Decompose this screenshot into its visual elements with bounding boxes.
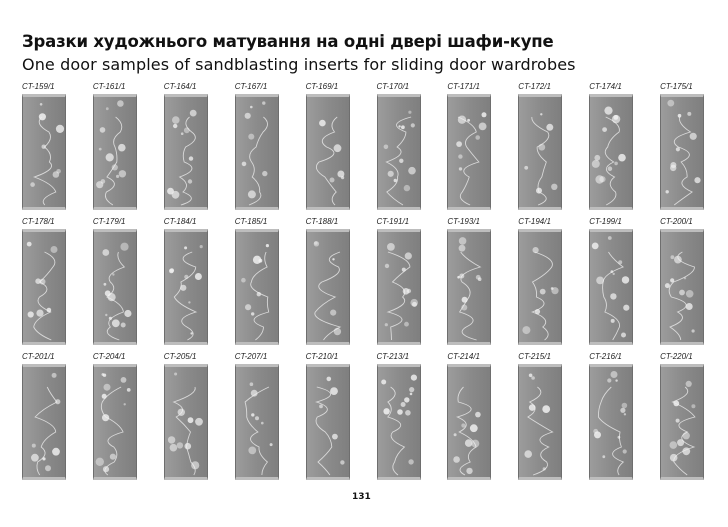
sample-card bbox=[22, 352, 72, 480]
sample-code-label: CT-204/1 bbox=[92, 352, 126, 361]
door-panel-image bbox=[164, 94, 208, 210]
door-panel-image bbox=[447, 229, 491, 345]
sandblast-pattern bbox=[236, 367, 278, 477]
sample-card bbox=[306, 217, 356, 345]
sandblast-pattern bbox=[661, 97, 703, 207]
sample-card bbox=[518, 82, 568, 210]
door-panel-image bbox=[93, 364, 137, 480]
sample-code-label: CT-188/1 bbox=[305, 217, 339, 226]
door-panel-image bbox=[93, 229, 137, 345]
sandblast-pattern bbox=[307, 367, 349, 477]
sample-card bbox=[377, 82, 427, 210]
samples-grid bbox=[22, 82, 712, 487]
sample-code-label: CT-169/1 bbox=[305, 82, 339, 91]
sample-code-label: CT-174/1 bbox=[589, 82, 622, 91]
sample-card bbox=[93, 217, 143, 345]
door-panel-image bbox=[518, 94, 562, 210]
sandblast-pattern bbox=[519, 367, 561, 477]
door-panel-image bbox=[447, 94, 491, 210]
door-panel-image bbox=[22, 364, 66, 480]
sandblast-pattern bbox=[236, 97, 278, 207]
door-panel-image bbox=[589, 364, 633, 480]
door-panel-image bbox=[589, 94, 633, 210]
sandblast-pattern bbox=[165, 367, 207, 477]
door-panel-image bbox=[518, 229, 562, 345]
sample-code-label: CT-159/1 bbox=[22, 82, 55, 91]
sample-code-label: CT-178/1 bbox=[22, 217, 55, 226]
door-panel-image bbox=[235, 364, 279, 480]
page-title-english: One door samples of sandblasting inserts for sliding door wardrobes bbox=[22, 55, 576, 74]
sample-code-label: CT-164/1 bbox=[163, 82, 197, 91]
sample-code-label: CT-213/1 bbox=[376, 352, 410, 361]
sample-card bbox=[235, 217, 285, 345]
sample-code-label: CT-200/1 bbox=[660, 217, 693, 226]
door-panel-image bbox=[164, 229, 208, 345]
sample-code-label: CT-215/1 bbox=[518, 352, 551, 361]
sample-card bbox=[164, 352, 214, 480]
door-panel-image bbox=[377, 229, 421, 345]
sandblast-pattern bbox=[590, 97, 632, 207]
sample-card bbox=[660, 82, 710, 210]
sample-card bbox=[377, 352, 427, 480]
sample-card bbox=[235, 352, 285, 480]
sandblast-pattern bbox=[378, 232, 420, 342]
sample-code-label: CT-175/1 bbox=[660, 82, 693, 91]
sample-code-label: CT-205/1 bbox=[163, 352, 197, 361]
sandblast-pattern bbox=[448, 367, 490, 477]
door-panel-image bbox=[660, 229, 704, 345]
sample-card bbox=[93, 82, 143, 210]
sandblast-pattern bbox=[165, 232, 207, 342]
door-panel-image bbox=[447, 364, 491, 480]
sandblast-pattern bbox=[94, 97, 136, 207]
samples-row-2 bbox=[22, 217, 712, 352]
sandblast-pattern bbox=[590, 367, 632, 477]
sandblast-pattern bbox=[448, 97, 490, 207]
sandblast-pattern bbox=[23, 232, 65, 342]
sample-code-label: CT-179/1 bbox=[92, 217, 126, 226]
sandblast-pattern bbox=[519, 97, 561, 207]
door-panel-image bbox=[235, 94, 279, 210]
sandblast-pattern bbox=[236, 232, 278, 342]
sample-card bbox=[589, 217, 639, 345]
sample-code-label: CT-184/1 bbox=[163, 217, 197, 226]
door-panel-image bbox=[306, 364, 350, 480]
sample-card bbox=[447, 352, 497, 480]
door-panel-image bbox=[22, 229, 66, 345]
sample-card bbox=[660, 217, 710, 345]
sample-card bbox=[660, 352, 710, 480]
sample-card bbox=[447, 217, 497, 345]
sample-code-label: CT-194/1 bbox=[518, 217, 551, 226]
door-panel-image bbox=[235, 229, 279, 345]
sample-code-label: CT-207/1 bbox=[234, 352, 268, 361]
sandblast-pattern bbox=[307, 232, 349, 342]
sample-code-label: CT-220/1 bbox=[660, 352, 693, 361]
page-title-ukrainian: Зразки художнього матування на одні двері шафи-купе bbox=[22, 32, 554, 51]
samples-row-1 bbox=[22, 82, 712, 217]
sandblast-pattern bbox=[590, 232, 632, 342]
sandblast-pattern bbox=[378, 97, 420, 207]
door-panel-image bbox=[164, 364, 208, 480]
samples-row-3 bbox=[22, 352, 712, 487]
sample-code-label: CT-193/1 bbox=[447, 217, 481, 226]
sandblast-pattern bbox=[94, 367, 136, 477]
sample-card bbox=[518, 352, 568, 480]
door-panel-image bbox=[93, 94, 137, 210]
door-panel-image bbox=[22, 94, 66, 210]
sample-code-label: CT-185/1 bbox=[234, 217, 268, 226]
sample-card bbox=[22, 82, 72, 210]
sample-card bbox=[447, 82, 497, 210]
sample-code-label: CT-199/1 bbox=[589, 217, 622, 226]
sample-code-label: CT-171/1 bbox=[447, 82, 481, 91]
sample-card bbox=[235, 82, 285, 210]
sample-card bbox=[589, 82, 639, 210]
sample-card bbox=[518, 217, 568, 345]
sandblast-pattern bbox=[448, 232, 490, 342]
sample-card bbox=[306, 352, 356, 480]
sandblast-pattern bbox=[94, 232, 136, 342]
sandblast-pattern bbox=[661, 232, 703, 342]
door-panel-image bbox=[518, 364, 562, 480]
door-panel-image bbox=[660, 94, 704, 210]
page-number: 131 bbox=[352, 492, 371, 502]
door-panel-image bbox=[377, 94, 421, 210]
sample-card bbox=[306, 82, 356, 210]
sample-code-label: CT-170/1 bbox=[376, 82, 410, 91]
sample-code-label: CT-216/1 bbox=[589, 352, 622, 361]
sample-card bbox=[22, 217, 72, 345]
sample-code-label: CT-167/1 bbox=[234, 82, 268, 91]
sample-card bbox=[93, 352, 143, 480]
sandblast-pattern bbox=[165, 97, 207, 207]
sandblast-pattern bbox=[661, 367, 703, 477]
sandblast-pattern bbox=[307, 97, 349, 207]
door-panel-image bbox=[306, 229, 350, 345]
sample-code-label: CT-191/1 bbox=[376, 217, 410, 226]
sample-card bbox=[164, 82, 214, 210]
sample-code-label: CT-161/1 bbox=[92, 82, 126, 91]
sample-card bbox=[377, 217, 427, 345]
sample-card bbox=[164, 217, 214, 345]
sandblast-pattern bbox=[23, 97, 65, 207]
sandblast-pattern bbox=[519, 232, 561, 342]
sample-card bbox=[589, 352, 639, 480]
sandblast-pattern bbox=[378, 367, 420, 477]
sample-code-label: CT-172/1 bbox=[518, 82, 551, 91]
sample-code-label: CT-214/1 bbox=[447, 352, 481, 361]
sample-code-label: CT-210/1 bbox=[305, 352, 339, 361]
door-panel-image bbox=[306, 94, 350, 210]
door-panel-image bbox=[589, 229, 633, 345]
sample-code-label: CT-201/1 bbox=[22, 352, 55, 361]
door-panel-image bbox=[660, 364, 704, 480]
door-panel-image bbox=[377, 364, 421, 480]
sandblast-pattern bbox=[23, 367, 65, 477]
